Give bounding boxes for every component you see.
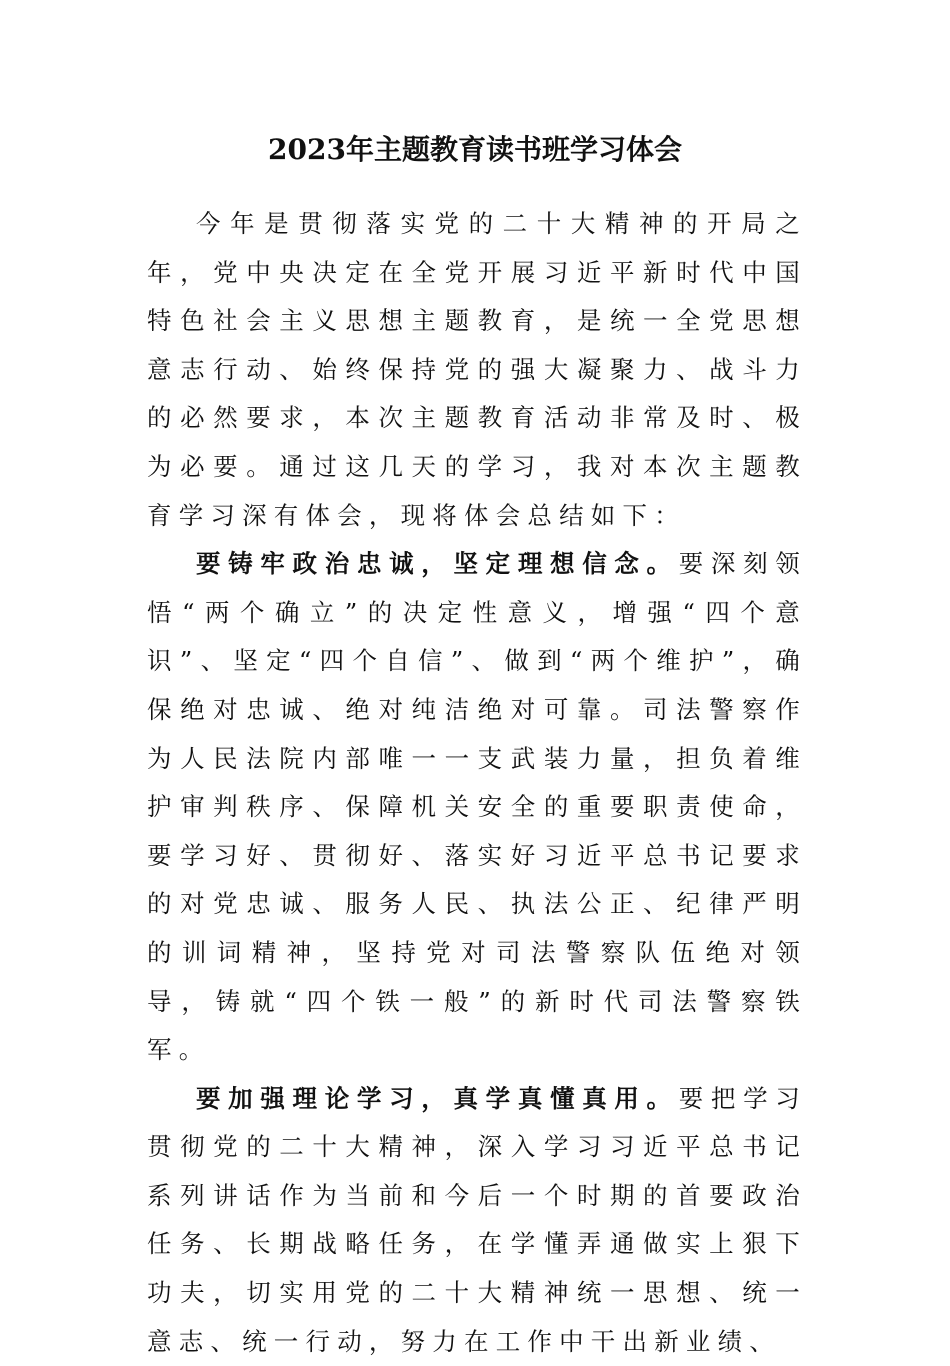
document-title: 2023年主题教育读书班学习体会 (268, 133, 682, 166)
paragraph-lead: 要铸牢政治忠诚，坚定理想信念。 (196, 549, 679, 579)
document-body (147, 200, 807, 1366)
paragraph-text: 今年是贯彻落实党的二十大精神的开局之年，党中央决定在全党开展习近平新时代中国特色社会主义思想主题教育，是统一全党思想意志行动、始终保持党的强大凝聚力、战斗力的必然要求，本次主题教育活动非常及时、极为必要。通过这几天的学习，我对本次主题教育学习深有体会，现将体会总结如下： (147, 209, 807, 530)
paragraph-political-loyalty (147, 540, 807, 1075)
paragraph-intro (147, 200, 807, 540)
paragraph-lead: 要加强理论学习，真学真懂真用。 (196, 1083, 679, 1113)
paragraph-text: 要把学习贯彻党的二十大精神，深入学习习近平总书记系列讲话作为当前和今后一个时期的首要政治任务、长期战略任务，在学懂弄通做实上狠下功夫，切实用党的二十大精神统一思想、统一意志、统一行动，努力在工作中干出新业绩、 (147, 1083, 807, 1356)
paragraph-text: 要深刻领悟“两个确立”的决定性意义，增强“四个意识”、坚定“四个自信”、做到“两个维护”，确保绝对忠诚、绝对纯洁绝对可靠。司法警察作为人民法院内部唯一一支武装力量，担负着维护审判秩序、保障机关安全的重要职责使命，要学习好、贯彻好、落实好习近平总书记要求的对党忠诚、服务人民、执法公正、纪律严明的训词精神，坚持党对司法警察队伍绝对领导，铸就“四个铁一般”的新时代司法警察铁军。 (147, 549, 807, 1065)
paragraph-theory-study (147, 1075, 807, 1366)
